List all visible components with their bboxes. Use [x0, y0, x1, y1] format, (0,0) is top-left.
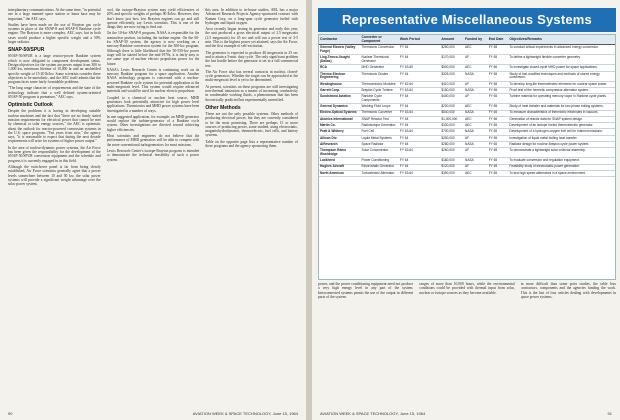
article-column: [205, 8, 298, 406]
table-cell: FY 64: [399, 104, 440, 110]
table-cell: $500,000: [440, 65, 464, 71]
section-heading: SNAP-50/SPUR: [8, 47, 45, 54]
right-publication-line: AVIATION WEEK & SPACE TECHNOLOGY, June 15, 1964: [320, 411, 426, 416]
table-cell: Thermo Electron Engineering: [319, 71, 360, 81]
paragraph: At present, scientists on these programs are still investigating non-thermal ionization as a means of increasing conductivity in condensable working fluids, a phenomenon that has been theoretically predicted but experimentally unverified.: [205, 84, 299, 102]
systems-table-body: [319, 45, 615, 177]
table-cell: FY 65: [488, 164, 509, 170]
table-cell: NASA: [464, 88, 488, 94]
right-page: [312, 0, 620, 420]
table-cell: $250,000: [440, 45, 464, 55]
table-row: [319, 45, 615, 55]
table-cell: To investigate closed-cycle MHD power for space applications.: [508, 65, 615, 71]
table-cell: Study of heat transfer and materials for two-phase boiling systems.: [508, 104, 615, 110]
table-cell: Thermionic Diodes: [360, 71, 398, 81]
table-cell: Rankine Cycle Components: [360, 94, 398, 104]
table-cell: Westinghouse: [319, 81, 360, 87]
table-row: [319, 148, 615, 158]
table-cell: To demonstrate a lightweight solar collector assembly.: [508, 148, 615, 158]
table-cell: $700,000: [440, 129, 464, 135]
table-cell: FY 63-64: [399, 148, 440, 158]
table-cell: $1,000,000: [440, 116, 464, 122]
table-cell: NASA: [464, 142, 488, 148]
paragraph: NASA's Lewis Research Center is continuing work on its mercury Rankine program for a space application. Another NASA technology program is concerned with a nuclear-powered Rankine cycle system for potential application at the multi-megawatt level. This system would require advanced materials and would be used for nuclear electric propulsion.: [106, 67, 200, 94]
systems-table: [319, 35, 615, 177]
paragraph: interplanetary communications. At the same time, "in potential use in a large manned space station or lunar base may be important," the AEC says.: [8, 8, 101, 21]
table-cell: Pratt & Whitney: [319, 129, 360, 135]
table-cell: Liquid Metal Systems: [360, 135, 398, 141]
table-cell: Space Radiator: [360, 142, 398, 148]
table-cell: Investigation of liquid metal boiling heat transfer.: [508, 135, 615, 141]
table-cell: Lockheed: [319, 158, 360, 164]
table-cell: Study of fuel-modified techniques and methods of stored energy conversion.: [508, 71, 615, 81]
table-cell: Thompson Ramo Wooldridge: [319, 148, 360, 158]
right-text-columns: [318, 282, 616, 406]
table-cell: FY 65: [488, 88, 509, 94]
table-cell: FY 63-64: [399, 170, 440, 176]
systems-table-wrap: [318, 34, 616, 280]
section-heading: Other Methods: [205, 104, 241, 111]
paragraph: Although the switchover panel is far from being clearly established, Air Force scientists generally agree that a power levels somewhere between 10 and 50 kw, the solar power systems will provide a significant weight advantage over the solar power system.: [8, 164, 101, 187]
table-cell: FY 63-64: [399, 110, 440, 116]
table-cell: $280,000: [440, 142, 464, 148]
column-header: Funded by: [464, 35, 488, 45]
table-cell: FY 65: [488, 148, 509, 158]
table-cell: FY 64: [399, 55, 440, 65]
table-cell: Development of a hydrogen-oxygen fuel cell for manned missions.: [508, 129, 615, 135]
column-header: Objectives/Remarks: [508, 35, 615, 45]
table-cell: $325,000: [440, 71, 464, 81]
table-cell: $260,000: [440, 148, 464, 158]
table-cell: FY 63-64: [399, 88, 440, 94]
table-cell: $540,000: [440, 110, 464, 116]
table-cell: AF: [464, 164, 488, 170]
table-cell: FY 65: [488, 135, 509, 141]
table-cell: To define a lightweight flexible converter geometry.: [508, 55, 615, 65]
table-cell: FY 64: [399, 123, 440, 129]
table-cell: FY 65: [488, 81, 509, 87]
table-cell: Turbine material for operating mercury vapor in Rankine cycle plants.: [508, 94, 615, 104]
left-publication-line: AVIATION WEEK & SPACE TECHNOLOGY, June 15, 1964: [192, 411, 298, 416]
paragraph: Avco recently began testing its generator and early this year, the unit produced a gross electrical output of 2.5 megawatts (2.5 megawatts) for 45 sec and will run a power test of 3-5 min. This is the highest power yet attained, says the Air Force, and the first example of self-excitation.: [205, 27, 299, 49]
table-cell: FY 65: [488, 104, 509, 110]
table-cell: FY 65: [488, 45, 509, 55]
table-cell: MHD Generator: [360, 65, 398, 71]
table-cell: Power Conditioning: [360, 158, 398, 164]
table-cell: FY 65: [488, 158, 509, 164]
table-cell: Electro-Optical Systems: [319, 110, 360, 116]
table-cell: To evaluate conversion and regulation equipment.: [508, 158, 615, 164]
paragraph: this area. In addition to in-house studies, ARL has a major Advanced Research Projects Agency-sponsored contract with Kaman Corp. on a long-span cycle generator fueled with hydrogen and liquid oxygen.: [205, 8, 299, 25]
paragraph: The generator is expected to produce 40 megawatts in 25 sec and to attain a 5-min. duty cycle. The only significant problem the last hurdle before the generator is set in a full commercial test.: [205, 50, 299, 68]
right-page-footer: [320, 411, 612, 416]
table-cell: $250,000: [440, 135, 464, 141]
paragraph: "The long range character of requirements and the state of the technology indicate that a well defined system-oriented SNAP-50 program is premature," AEC says.: [8, 86, 101, 100]
table-row: [319, 170, 615, 176]
table-cell: Working Fluid Loops: [360, 104, 398, 110]
table-cell: FY 64: [399, 158, 440, 164]
table-cell: Brayton Cycle Turbine: [360, 88, 398, 94]
paragraph: In the area of nuclear-dynamic power systems, the Air Force has been given the responsibility for the development of the SNAP-50/SPUR conversion equipment and the schedule and progress it is currently engaged in in this field.: [8, 145, 101, 163]
table-cell: AEC: [464, 104, 488, 110]
column-header: Amount: [440, 35, 464, 45]
table-cell: FY 66: [488, 65, 509, 71]
table-cell: Fuel Cell: [360, 129, 398, 135]
table-cell: Atomics International: [319, 116, 360, 122]
article-column: [107, 8, 200, 406]
table-cell: General Dynamics: [319, 104, 360, 110]
paragraph: These are not the only possible systems. Other methods of producing electrical power, but they are currently considered to be the most promising. There are perhaps 15 or more sources of producing power, some studied, using electrostatic, magnetohydrodynamic, thermoelectric, fuel cells, and battery systems.: [205, 111, 299, 138]
table-row: [319, 55, 615, 65]
table-cell: North American: [319, 170, 360, 176]
table-cell: NASA: [464, 110, 488, 116]
article-column: [8, 8, 101, 406]
paragraph: Most scientists and engineers do not believe that the performance of MHD generators will be able to compete with the more conventional turbogenerators for most missions.: [106, 134, 200, 147]
column-header: Contractor: [319, 35, 360, 45]
paragraph: On the 10-kw SNAP-8 program, NASA is responsible for the nonnuclear portion, including the turbine engine. On the 60-kw SNAP-50 system, the agency is now working on a mercury-Rankine conversion system for the 300-kw program. Although there is little likelihood that the 50-550-kw power stage will be started before the mid-1970s, it is fairly easy to use some type of nuclear electric propulsion power for the future.: [106, 31, 200, 66]
paragraph: roof, the isotope-Brayton system may yield efficiencies of 20% and specific weights of perhaps 90 lb/kw. However, they don't know just how low Brayton engines can go and still operate efficiently, say Lewis scientists. This is one of the things they are now trying to find out.: [106, 8, 200, 30]
table-cell: Generation of reactor data for SNAP system design.: [508, 116, 615, 122]
table-cell: FY 62-64: [399, 81, 440, 87]
table-cell: NASA: [464, 71, 488, 81]
table-cell: FY 65: [488, 94, 509, 104]
table-cell: RCA: [319, 65, 360, 71]
table-row: [319, 94, 615, 104]
table-cell: FY 64: [399, 135, 440, 141]
table-cell: FY 64: [399, 94, 440, 104]
table-cell: AEC: [464, 123, 488, 129]
table-cell: Ling-Temco-Vought (Dallas): [319, 55, 360, 65]
table-cell: AF: [464, 135, 488, 141]
paragraph: Lewis Research Center's isotope-Brayton program is intended to demonstrate the technical feasibility of such a power system.: [106, 148, 200, 162]
table-cell: AEC: [464, 116, 488, 122]
table-cell: FY 64: [399, 116, 440, 122]
table-cell: To test high speed alternators in a space environment.: [508, 170, 615, 176]
table-cell: Turboelectric Alternator: [360, 170, 398, 176]
table-cell: Hughes Aircraft: [319, 164, 360, 170]
table-cell: FY 64: [399, 45, 440, 55]
table-cell: $120,000: [440, 164, 464, 170]
table-cell: Feasibility study of electrostatic power generation.: [508, 164, 615, 170]
table-cell: Martin Co.: [319, 123, 360, 129]
table-cell: AF: [464, 81, 488, 87]
table-cell: AF: [464, 55, 488, 65]
table-cell: Nuclear Thermionic Generator: [360, 55, 398, 65]
table-cell: FY 64: [399, 164, 440, 170]
table-cell: Sundstrand Aviation: [319, 94, 360, 104]
column-header: End Date: [488, 35, 509, 45]
table-cell: FY 63-65: [399, 65, 440, 71]
table-row: [319, 71, 615, 81]
table-cell: General Electric (Valley Forge): [319, 45, 360, 55]
table-cell: FY 64: [399, 142, 440, 148]
table-cell: $330,000: [440, 123, 464, 129]
left-page-number: 90: [8, 411, 13, 416]
table-cell: Radiator design for nuclear Brayton cycle power system.: [508, 142, 615, 148]
table-cell: NASA: [464, 158, 488, 164]
article-column: [318, 282, 413, 406]
paragraph: Coupled to a chemical or nuclear heat source, MHD generators look potentially attractive for high power level applications. Thermionics and MHD power systems have been investigated in a number of ways.: [106, 95, 200, 113]
paragraph: ranges of more than 10,000 hours, while the environmental conditions could be provided with thermal input from solar, nuclear or isotope sources as they become available.: [419, 282, 515, 295]
table-cell: $180,000: [440, 158, 464, 164]
table-cell: FY 65: [488, 55, 509, 65]
table-cell: Development of an isotope-fueled thermoelectric generator.: [508, 123, 615, 129]
table-cell: Thermionic Converter: [360, 110, 398, 116]
table-cell: Radioisotope Generator: [360, 123, 398, 129]
table-cell: NASA: [464, 129, 488, 135]
table-cell: $410,000: [440, 81, 464, 87]
right-page-number: 91: [607, 411, 612, 416]
table-cell: FY 65: [488, 129, 509, 135]
article-column: [521, 282, 616, 406]
paragraph: Table on the opposite page lists a representative number of these programs and the agency sponsoring them.: [205, 139, 299, 149]
table-cell: Thermoelectric Modules: [360, 81, 398, 87]
table-cell: $170,000: [440, 55, 464, 65]
paragraph: power, and the power conditioning equipment need not produce a very high energy level in any part of the system. Interconnected systems permit the use of the output in different parts of the system.: [318, 282, 414, 299]
table-cell: FY 64: [399, 71, 440, 81]
table-cell: To develop long-life thermoelectric elements for nuclear space power.: [508, 81, 615, 87]
table-cell: $150,000: [440, 88, 464, 94]
table-cell: FY 65: [488, 170, 509, 176]
paragraph: SNAP-50/SPUR is a large reactor-power Rankine system which is now obligated to component development status. Design objectives for the system are power output from 300 to 1,000 kw, minimum lifetime of 10,000 hr and an unshielded specific weight of 15-20 lb/kw. Some scientists consider these objectives to be unrealistic, and the AEC itself admits that the program faces some fairly formidable problems.: [8, 54, 101, 85]
table-cell: AEC: [464, 65, 488, 71]
table-banner-title: Representative Miscellaneous Systems: [318, 8, 616, 32]
table-cell: To measure characteristics of thermionic electrodes in vacuum.: [508, 110, 615, 116]
section-heading: Optimistic Outlook: [8, 102, 53, 109]
paragraph: The Air Force also has several contracts in nuclear, closed-cycle generators. Whether the target can be approached at the multi-megawatt level is yet to be determined.: [205, 69, 299, 83]
table-cell: Allison Div.: [319, 135, 360, 141]
table-cell: FY 65: [488, 123, 509, 129]
paragraph: In one suggested application, for example, an MHD generator would replace the turbine-generator of a Rankine cycle system. Other investigations are directed toward achieving higher efficiencies.: [106, 114, 200, 132]
table-cell: Electrostatic Generator: [360, 164, 398, 170]
article-column: [419, 282, 514, 406]
left-page-footer: [8, 411, 298, 416]
column-header: Converter or Component: [360, 35, 398, 45]
table-cell: $350,000: [440, 170, 464, 176]
table-cell: AEC: [464, 170, 488, 176]
column-header: Work Period: [399, 35, 440, 45]
table-cell: AEC: [464, 45, 488, 55]
table-cell: To conduct critical experiments in advanced energy conversion.: [508, 45, 615, 55]
table-cell: $200,000: [440, 104, 464, 110]
table-cell: FY 65: [488, 110, 509, 116]
table-cell: $400,000: [440, 94, 464, 104]
table-cell: Thermionic Conversion: [360, 45, 398, 55]
table-cell: FY 63-64: [399, 129, 440, 135]
table-cell: SNAP Reactor Test: [360, 116, 398, 122]
table-cell: FY 65: [488, 142, 509, 148]
table-cell: FY 65: [488, 71, 509, 81]
paragraph: Despite the problems it is having in developing suitable nuclear machines and the fact that "there are no firmly stated mission requirements for electrical power that cannot be met by chemical or solar energy sources," the AEC is optimistic about the outlook for reactor-powered conversion systems in the U.S. space program. "Ten years from now," the agency says, "it is reasonable to expect that during the next decade requirements will arise for systems of higher power output.": [8, 109, 101, 144]
table-cell: Solar Concentrator: [360, 148, 398, 158]
left-page: [0, 0, 306, 420]
table-cell: Proof test of the hermetic compressor-alternator system.: [508, 88, 615, 94]
table-cell: AF: [464, 94, 488, 104]
systems-table-header: [319, 35, 615, 45]
left-text-columns: [8, 8, 298, 406]
table-cell: Garrett Corp.: [319, 88, 360, 94]
paragraph: in more difficult than some prior studies, the table lists contractors, components and the agencies funding the work. This is the last of four articles dealing with developments in space power systems.: [520, 282, 616, 299]
paragraph: Studies have been made on the use of Brayton gas cycle systems in place of the SNAP-8 and SNAP-8 Rankine cycle engine. The Brayton is more complex, AEC says, but in both cases would produce a higher specific weight and a 50% larger radiator.: [8, 22, 101, 45]
table-cell: AiResearch: [319, 142, 360, 148]
table-cell: FY 66: [488, 116, 509, 122]
table-cell: AF: [464, 148, 488, 158]
